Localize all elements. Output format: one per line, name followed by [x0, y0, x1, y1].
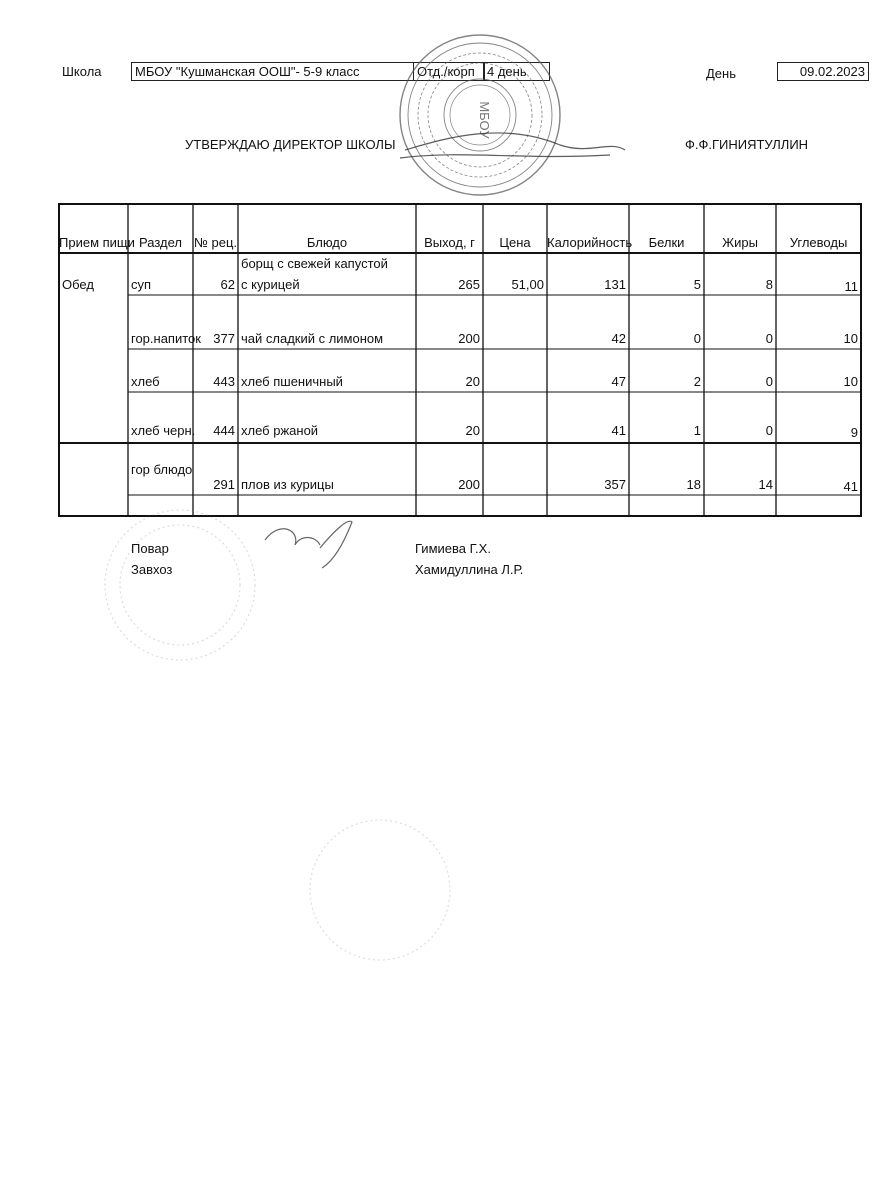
row-output: 200: [458, 331, 480, 346]
row-section: хлеб черн.: [131, 423, 196, 438]
row-dish: плов из курицы: [241, 477, 334, 492]
dept-field: 4 день: [483, 62, 550, 81]
row-output: 20: [465, 423, 480, 438]
row-fat: 0: [765, 374, 773, 389]
row-recipe: 291: [213, 477, 235, 492]
col-protein: Белки: [648, 235, 685, 250]
school-field: МБОУ "Кушманская ООШ"- 5-9 класс: [131, 62, 414, 81]
col-section: Раздел: [139, 235, 182, 250]
row-protein: 5: [693, 277, 701, 292]
row-calories: 41: [611, 423, 626, 438]
row-dish-line2: с курицей: [241, 277, 300, 292]
row-carbs: 9: [850, 425, 858, 440]
dept-label: Отд./корп: [413, 62, 485, 81]
col-output: Выход, г: [424, 235, 475, 250]
date-field: 09.02.2023: [777, 62, 869, 81]
row-recipe: 377: [213, 331, 235, 346]
col-price: Цена: [499, 235, 531, 250]
row-output: 265: [458, 277, 480, 292]
row-protein: 18: [686, 477, 701, 492]
row-protein: 0: [693, 331, 701, 346]
school-label: Школа: [62, 64, 102, 79]
col-calories: Калорийность: [547, 235, 633, 250]
row-fat: 0: [765, 331, 773, 346]
row-fat: 8: [765, 277, 773, 292]
row-calories: 47: [611, 374, 626, 389]
row-dish: борщ с свежей капустой: [241, 256, 388, 271]
row-calories: 131: [604, 277, 626, 292]
col-fat: Жиры: [722, 235, 758, 250]
row-output: 20: [465, 374, 480, 389]
row-recipe: 62: [220, 277, 235, 292]
row-protein: 1: [693, 423, 701, 438]
row-calories: 357: [604, 477, 626, 492]
meal-label: Обед: [62, 277, 94, 292]
supply-label: Завхоз: [131, 562, 173, 577]
row-carbs: 10: [843, 374, 858, 389]
col-recipe: № рец.: [193, 235, 238, 250]
row-recipe: 443: [213, 374, 235, 389]
row-dish: чай сладкий с лимоном: [241, 331, 384, 346]
col-dish: Блюдо: [306, 235, 348, 250]
row-dish: хлеб пшеничный: [241, 374, 343, 389]
approve-text: УТВЕРЖДАЮ ДИРЕКТОР ШКОЛЫ: [185, 137, 396, 152]
col-meal: Прием пищи: [59, 235, 135, 250]
row-recipe: 444: [213, 423, 235, 438]
row-price: 51,00: [511, 277, 544, 292]
cook-name: Гимиева Г.Х.: [415, 541, 491, 556]
row-carbs: 10: [843, 331, 858, 346]
director-name: Ф.Ф.ГИНИЯТУЛЛИН: [685, 137, 809, 152]
row-carbs: 11: [844, 279, 858, 294]
seal-text: МБОУ: [477, 101, 492, 139]
row-calories: 42: [611, 331, 626, 346]
row-dish: хлеб ржаной: [241, 423, 319, 438]
row-fat: 14: [758, 477, 773, 492]
row-fat: 0: [765, 423, 773, 438]
row-output: 200: [458, 477, 480, 492]
row-carbs: 41: [843, 479, 858, 494]
row-section: хлеб: [131, 374, 160, 389]
row-protein: 2: [693, 374, 701, 389]
day-label: День: [706, 66, 736, 81]
row-section: гор блюдо: [131, 462, 193, 477]
col-carbs: Углеводы: [789, 235, 848, 250]
supply-name: Хамидуллина Л.Р.: [415, 562, 524, 577]
cook-label: Повар: [131, 541, 169, 556]
row-section: суп: [131, 277, 152, 292]
row-section: гор.напиток: [131, 331, 201, 346]
